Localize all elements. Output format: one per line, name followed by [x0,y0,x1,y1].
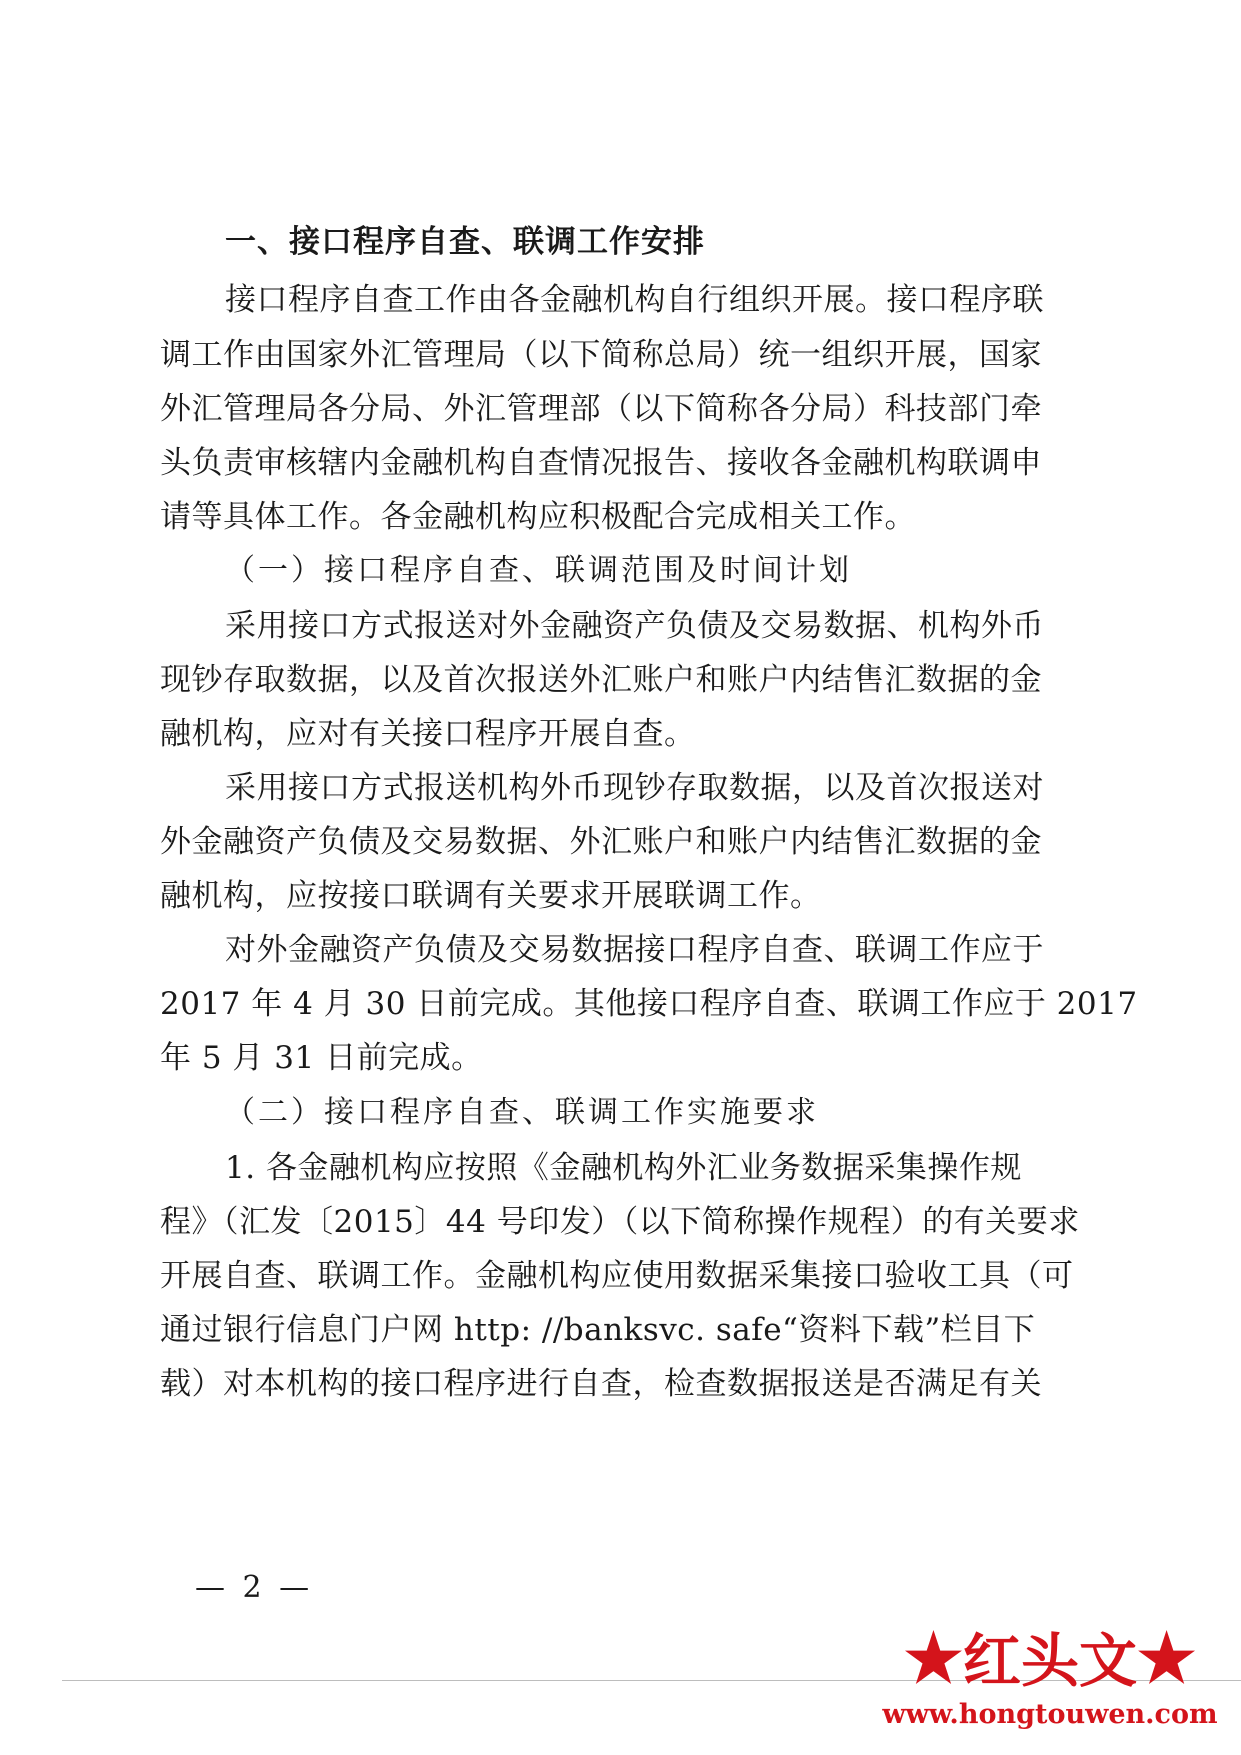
subsection-heading: （一）接口程序自查、联调范围及时间计划 [225,553,852,588]
paragraph-line: 头负责审核辖内金融机构自查情况报告、接收各金融机构联调申 [160,445,1042,481]
watermark-url: www.hongtouwen.com [882,1699,1218,1730]
paragraph-line: 开展自查、联调工作。金融机构应使用数据采集接口验收工具（可 [160,1258,1074,1294]
paragraph-line: 调工作由国家外汇管理局（以下简称总局）统一组织开展，国家 [160,337,1042,373]
paragraph-line: 采用接口方式报送机构外币现钞存取数据，以及首次报送对 [225,770,1044,806]
watermark-title-row [860,1620,1240,1699]
paragraph-line: 融机构，应按接口联调有关要求开展联调工作。 [160,878,822,914]
paragraph-line: 接口程序自查工作由各金融机构自行组织开展。接口程序联 [225,282,1044,318]
paragraph-line: 对外金融资产负债及交易数据接口程序自查、联调工作应于 [225,932,1044,968]
star-icon: ★ [903,1619,963,1697]
paragraph-line: 程》（汇发〔2015〕44 号印发）（以下简称操作规程）的有关要求 [160,1204,1080,1240]
paragraph-line: 2017 年 4 月 30 日前完成。其他接口程序自查、联调工作应于 2017 [160,986,1138,1022]
paragraph-line: 通过银行信息门户网 http: //banksvc. safe“资料下载”栏目下 [160,1312,1036,1348]
paragraph-line: 载）对本机构的接口程序进行自查，检查数据报送是否满足有关 [160,1366,1042,1402]
section-heading: 一、接口程序自查、联调工作安排 [225,224,705,260]
watermark-title: 红头文 [962,1627,1137,1695]
page-number: — 2 — [195,1570,314,1605]
paragraph-line: 采用接口方式报送对外金融资产负债及交易数据、机构外币 [225,608,1044,644]
paragraph-line: 融机构，应对有关接口程序开展自查。 [160,716,696,752]
star-icon: ★ [1137,1619,1197,1697]
paragraph-line: 外金融资产负债及交易数据、外汇账户和账户内结售汇数据的金 [160,824,1042,860]
paragraph-line: 外汇管理局各分局、外汇管理部（以下简称各分局）科技部门牵 [160,391,1042,427]
watermark-logo [860,1620,1240,1750]
paragraph-line: 1. 各金融机构应按照《金融机构外汇业务数据采集操作规 [225,1150,1022,1186]
paragraph-line: 请等具体工作。各金融机构应积极配合完成相关工作。 [160,499,916,535]
subsection-heading: （二）接口程序自查、联调工作实施要求 [225,1095,819,1130]
paragraph-line: 年 5 月 31 日前完成。 [160,1040,483,1076]
paragraph-line: 现钞存取数据，以及首次报送外汇账户和账户内结售汇数据的金 [160,662,1042,698]
